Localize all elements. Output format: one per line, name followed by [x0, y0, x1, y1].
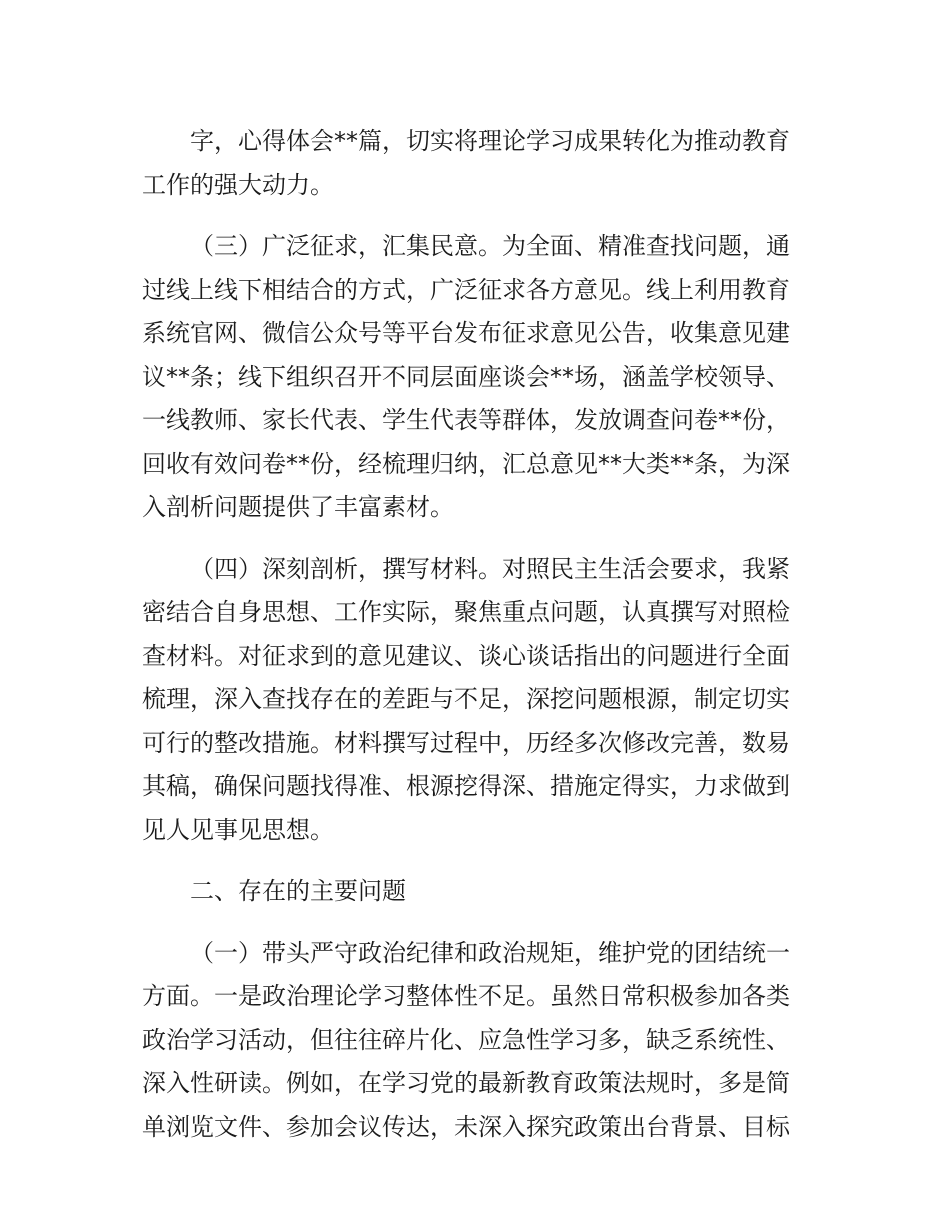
text-line: 方面。一是政治理论学习整体性不足。虽然日常积极参加各类: [142, 982, 790, 1010]
text-line: 一线教师、家长代表、学生代表等群体，发放调查问卷**份，: [142, 406, 790, 434]
text-line: 单浏览文件、参加会议传达，未深入探究政策出台背景、目标: [142, 1112, 790, 1141]
text-line: （三）广泛征求，汇集民意。为全面、精准查找问题，通: [190, 232, 790, 260]
body-text: [142, 120, 814, 1149]
text-line: 深入性研读。例如，在学习党的最新教育政策法规时，多是简: [142, 1069, 790, 1097]
text-line: 政治学习活动，但往往碎片化、应急性学习多，缺乏系统性、: [142, 1025, 790, 1054]
text-line: 回收有效问卷**份，经梳理归纳，汇总意见**大类**条，为深: [142, 449, 790, 478]
paragraph: [142, 120, 814, 207]
text-line: 议**条；线下组织召开不同层面座谈会**场，涵盖学校领导、: [142, 362, 790, 391]
text-line: 见人见事见思想。: [142, 815, 334, 844]
text-line: 梳理，深入查找存在的差距与不足，深挖问题根源，制定切实: [142, 685, 790, 713]
text-line: 可行的整改措施。材料撰写过程中，历经多次修改完善，数易: [142, 728, 790, 757]
text-line: （四）深刻剖析，撰写材料。对照民主生活会要求，我紧: [190, 554, 790, 583]
text-line: 查材料。对征求到的意见建议、谈心谈话指出的问题进行全面: [142, 641, 790, 670]
text-line: 入剖析问题提供了丰富素材。: [142, 493, 454, 521]
section-heading: [142, 870, 814, 914]
text-line: 其稿，确保问题找得准、根源挖得深、措施定得实，力求做到: [142, 772, 790, 800]
text-line: 密结合自身思想、工作实际，聚焦重点问题，认真撰写对照检: [142, 598, 790, 626]
heading-line: 二、存在的主要问题: [190, 877, 406, 905]
paragraph: [142, 225, 814, 530]
text-line: 过线上线下相结合的方式，广泛征求各方意见。线上利用教育: [142, 275, 790, 304]
paragraph: [142, 932, 814, 1150]
paragraph: [142, 548, 814, 853]
text-line: （一）带头严守政治纪律和政治规矩，维护党的团结统一: [190, 938, 790, 967]
text-line: 字，心得体会**篇，切实将理论学习成果转化为推动教育: [190, 127, 790, 155]
text-line: 系统官网、微信公众号等平台发布征求意见公告，收集意见建: [142, 319, 790, 347]
text-line: 工作的强大动力。: [142, 170, 334, 199]
